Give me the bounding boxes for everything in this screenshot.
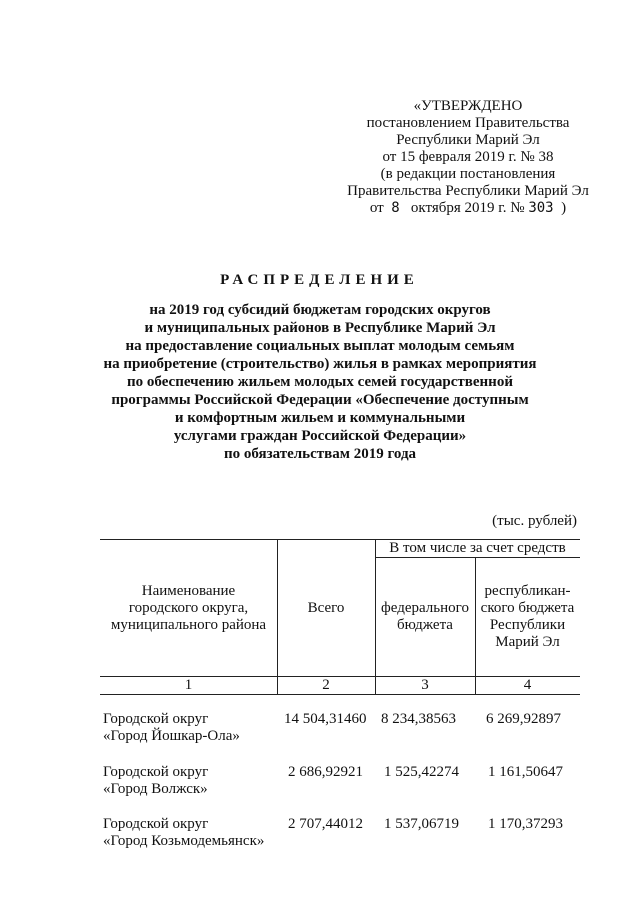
table-row-total: 2 707,44012 — [288, 816, 363, 832]
approval-number: 303 — [528, 200, 554, 216]
table-row-federal: 1 525,42274 — [384, 764, 459, 780]
header-group: В том числе за счет средств — [389, 540, 566, 556]
subtitle-line: на 2019 год субсидий бюджетам городских округов — [149, 302, 491, 318]
table-row-republic: 1 170,37293 — [488, 816, 563, 832]
subtitle-line: услугами граждан Российской Федерации» — [173, 428, 467, 444]
header-name: Наименование городского округа, муниципального района — [110, 583, 267, 633]
header-republic: республикан- ского бюджета Республики Марий Эл — [480, 583, 575, 650]
approval-line: (в редакции постановления — [380, 166, 556, 182]
subtitle-line: и комфортным жильем и коммунальными — [174, 410, 466, 426]
approval-date-suffix: ) — [561, 200, 567, 216]
col-number-1: 1 — [184, 677, 193, 693]
subtitle-line: на приобретение (строительство) жилья в рамках мероприятия — [103, 356, 537, 372]
subtitle-line: по обязательствам 2019 года — [223, 446, 417, 462]
col-number-3: 3 — [421, 677, 429, 693]
subtitle-line: программы Российской Федерации «Обеспечение доступным — [111, 392, 529, 408]
approval-line: от 15 февраля 2019 г. № 38 — [382, 149, 554, 165]
col-numbers-bottom-border — [100, 694, 580, 695]
col-number-4: 4 — [523, 677, 532, 693]
subtitle-line: по обеспечению жильем молодых семей государственной — [127, 374, 513, 390]
subtitle-line: и муниципальных районов в Республике Марий Эл — [144, 320, 496, 336]
table-row-federal: 8 234,38563 — [381, 711, 456, 727]
approval-date-middle: октября 2019 г. № — [410, 200, 525, 216]
table-row-total: 14 504,31460 — [284, 711, 367, 727]
approval-day: 8 — [391, 200, 400, 216]
approval-block — [318, 98, 618, 217]
document-title: РАСПРЕДЕЛЕНИЕ — [220, 272, 419, 288]
table-row-republic: 1 161,50647 — [488, 764, 563, 780]
table-row-name: Городской округ «Город Козьмодемьянск» — [103, 816, 265, 849]
header-total: Всего — [307, 600, 345, 616]
approval-line: Республики Марий Эл — [396, 132, 540, 148]
approval-line: Правительства Республики Марий Эл — [347, 183, 589, 199]
subtitle-line: на предоставление социальных выплат молодым семьям — [125, 338, 515, 354]
units-label: (тыс. рублей) — [492, 513, 577, 529]
approval-line: «УТВЕРЖДЕНО — [413, 98, 523, 114]
table-row-republic: 6 269,92897 — [486, 711, 561, 727]
table-row-federal: 1 537,06719 — [384, 816, 459, 832]
table-row-name: Городской округ «Город Йошкар-Ола» — [103, 711, 240, 744]
approval-line: постановлением Правительства — [366, 115, 570, 131]
table-row-total: 2 686,92921 — [288, 764, 363, 780]
col-number-2: 2 — [322, 677, 330, 693]
document-subtitle — [70, 301, 570, 463]
table-row-name: Городской округ «Город Волжск» — [103, 764, 209, 797]
header-federal: федерального бюджета — [381, 600, 469, 633]
approval-date-prefix: от — [369, 200, 384, 216]
approval-date-line — [318, 200, 618, 217]
group-header-divider — [375, 557, 580, 558]
